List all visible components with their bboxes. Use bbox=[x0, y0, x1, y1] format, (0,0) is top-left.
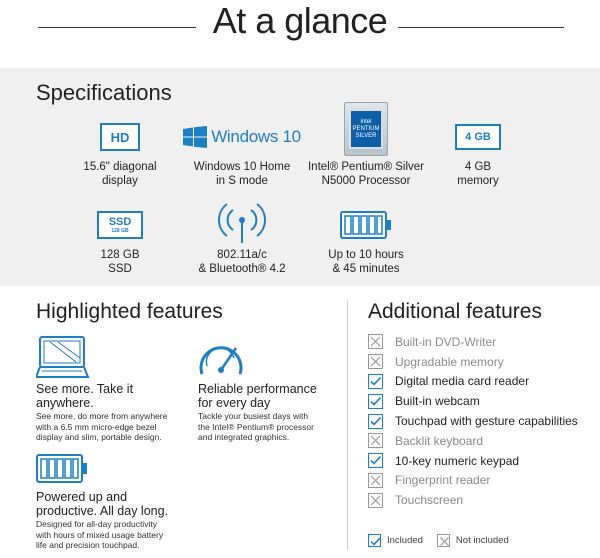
additional-feature-item bbox=[368, 471, 578, 491]
specifications-section bbox=[0, 68, 600, 286]
additional-feature-label: Backlit keyboard bbox=[395, 433, 484, 448]
legend-not-included-label: Not included bbox=[455, 535, 509, 546]
additional-feature-label: Built-in DVD-Writer bbox=[395, 334, 497, 349]
spec-battery bbox=[296, 202, 436, 276]
additional-features-title: Additional features bbox=[368, 300, 542, 323]
ssd-icon-capacity: 128 GB bbox=[111, 227, 129, 234]
feature-performance-title: Reliable performance for every day bbox=[198, 382, 317, 410]
additional-feature-item bbox=[368, 431, 578, 451]
battery-icon bbox=[296, 202, 436, 248]
memory-icon: 4 GB bbox=[455, 124, 501, 150]
ssd-icon bbox=[97, 211, 143, 239]
wireless-icon bbox=[172, 194, 312, 248]
page-title: At a glance bbox=[212, 0, 388, 41]
ssd-icon-text: SSD bbox=[108, 215, 132, 228]
additional-feature-item bbox=[368, 490, 578, 510]
intel-badge-text: intel PENTIUM SILVER bbox=[349, 109, 383, 149]
hd-display-icon: HD bbox=[100, 123, 140, 151]
feature-battery-title: Powered up and productive. All day long. bbox=[36, 490, 169, 518]
not-included-x-icon bbox=[368, 334, 383, 349]
spec-battery-label: Up to 10 hours & 45 minutes bbox=[328, 249, 404, 275]
specifications-title: Specifications bbox=[36, 80, 172, 105]
feature-performance bbox=[198, 336, 343, 443]
additional-feature-item bbox=[368, 372, 578, 392]
section-divider bbox=[347, 300, 348, 550]
additional-features-list bbox=[368, 332, 578, 510]
included-check-icon bbox=[368, 534, 381, 547]
included-check-icon bbox=[368, 394, 383, 409]
features-legend bbox=[368, 534, 523, 547]
feature-battery bbox=[36, 454, 196, 551]
additional-feature-label: Touchscreen bbox=[395, 493, 464, 508]
additional-feature-item bbox=[368, 391, 578, 411]
performance-gauge-icon bbox=[198, 336, 343, 382]
title-bar bbox=[0, 0, 600, 66]
windows-logo-icon bbox=[172, 114, 312, 160]
spec-display bbox=[50, 114, 190, 188]
laptop-display-icon bbox=[36, 336, 196, 382]
additional-feature-label: Upgradable memory bbox=[395, 354, 504, 369]
included-check-icon bbox=[368, 453, 383, 468]
spec-storage-label: 128 GB SSD bbox=[100, 249, 140, 275]
additional-feature-label: Built-in webcam bbox=[395, 394, 480, 409]
spec-wireless-label: 802.11a/c & Bluetooth® 4.2 bbox=[198, 249, 286, 275]
highlighted-features-title: Highlighted features bbox=[36, 300, 223, 323]
spec-os bbox=[172, 114, 312, 188]
spec-memory-label: 4 GB memory bbox=[457, 161, 499, 187]
spec-processor-label: Intel® Pentium® Silver N5000 Processor bbox=[307, 161, 425, 187]
not-included-x-icon bbox=[368, 354, 383, 369]
windows-logo-text: Windows 10 bbox=[211, 127, 301, 146]
included-check-icon bbox=[368, 374, 383, 389]
spec-display-label: 15.6" diagonal display bbox=[83, 161, 157, 187]
additional-feature-label: 10-key numeric keypad bbox=[395, 453, 520, 468]
additional-feature-item bbox=[368, 352, 578, 372]
spec-storage bbox=[50, 202, 190, 276]
feature-see-more-desc: See more, do more from anywhere with a 6.5 mm micro-edge bezel display and slim, portable design. bbox=[36, 411, 168, 442]
not-included-x-icon bbox=[368, 473, 383, 488]
not-included-x-icon bbox=[368, 493, 383, 508]
feature-battery-desc: Designed for all-day productivity with hours of mixed usage battery life and precision touchpad. bbox=[36, 519, 164, 550]
additional-feature-item bbox=[368, 332, 578, 352]
title-divider-right bbox=[398, 27, 564, 28]
spec-wireless bbox=[172, 194, 312, 276]
spec-memory bbox=[408, 114, 548, 188]
additional-feature-label: Fingerprint reader bbox=[395, 473, 491, 488]
feature-see-more bbox=[36, 336, 196, 443]
not-included-x-icon bbox=[437, 534, 450, 547]
additional-feature-item bbox=[368, 411, 578, 431]
additional-feature-label: Touchpad with gesture capabilities bbox=[395, 414, 578, 429]
battery-icon bbox=[36, 454, 196, 490]
feature-performance-desc: Tackle your busiest days with the Intel® Pentium® processor and integrated graphics. bbox=[198, 411, 314, 442]
additional-feature-label: Digital media card reader bbox=[395, 374, 530, 389]
not-included-x-icon bbox=[368, 433, 383, 448]
included-check-icon bbox=[368, 414, 383, 429]
features-section bbox=[0, 286, 600, 558]
additional-feature-item bbox=[368, 451, 578, 471]
legend-included-label: Included bbox=[387, 535, 423, 546]
intel-pentium-badge-icon bbox=[344, 102, 388, 156]
spec-os-label: Windows 10 Home in S mode bbox=[193, 161, 291, 187]
feature-see-more-title: See more. Take it anywhere. bbox=[36, 382, 134, 410]
